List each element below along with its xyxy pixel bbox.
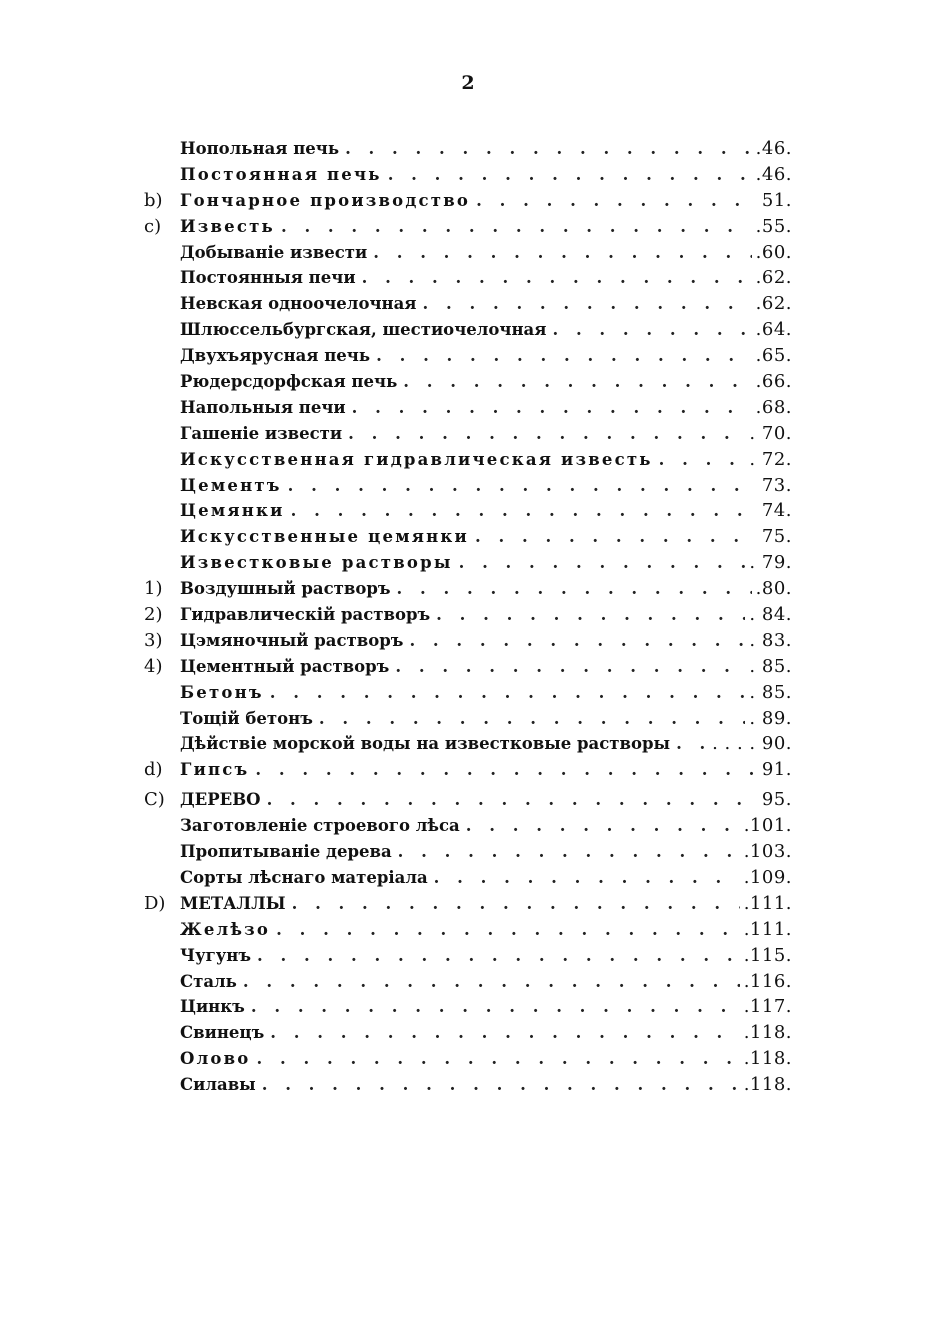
toc-entry: [144, 345, 792, 371]
dot-leader: [373, 243, 751, 262]
toc-entry: [144, 789, 792, 815]
dot-leader: [388, 165, 752, 184]
toc-entry-page: 75.: [761, 526, 792, 548]
toc-entry-title: Искусственная гидравлическая известь: [180, 449, 653, 469]
toc-entry-title: Пропитыванiе дерева: [180, 842, 392, 862]
toc-entry-title: Сталь: [180, 971, 237, 991]
toc-entry-page: .65.: [755, 345, 792, 367]
toc-entry-page: . 84.: [749, 604, 792, 626]
toc-entry-marker: d): [144, 759, 163, 781]
dot-leader: [292, 894, 740, 913]
toc-entry: [144, 945, 792, 971]
toc-entry: [144, 733, 792, 759]
toc-entry-title: Бетонъ: [180, 682, 264, 702]
toc-entry-marker: 2): [144, 604, 163, 626]
dot-leader: [376, 346, 752, 365]
toc-entry-title: Тощiй бетонъ: [180, 708, 313, 728]
toc-entry-title: Гипсъ: [180, 760, 250, 780]
toc-entry: [144, 397, 792, 423]
toc-entry-marker: C): [144, 789, 165, 811]
toc-entry-title: Заготовленiе строевого лѣса: [180, 816, 460, 836]
toc-entry: [144, 371, 792, 397]
toc-entry-marker: c): [144, 215, 162, 237]
toc-entry-marker: 1): [144, 578, 163, 600]
toc-entry-page: . 89.: [749, 707, 792, 729]
dot-leader: [291, 501, 758, 520]
dot-leader: [659, 450, 746, 469]
toc-entry-title: Дѣйствiе морской воды на известковые растворы: [180, 734, 671, 754]
toc-entry-page: .115.: [743, 944, 792, 966]
toc-entry: [144, 552, 792, 578]
toc-entry-title: Двухъярусная печь: [180, 346, 371, 366]
toc-entry-page: 95.: [761, 789, 792, 811]
toc-entry-page: .118.: [743, 1022, 792, 1044]
toc-entry-page: . 70.: [749, 422, 792, 444]
toc-entry-title: Шлюссельбургская, шестиочелочная: [180, 320, 547, 340]
toc-entry: [144, 604, 792, 630]
toc-entry-title: Цэмяночный растворъ: [180, 630, 404, 650]
dot-leader: [362, 268, 752, 287]
dot-leader: [436, 605, 745, 624]
toc-entry: [144, 759, 792, 785]
toc-entry: [144, 630, 792, 656]
toc-entry-title: Гашенiе извести: [180, 423, 343, 443]
toc-entry-page: .60.: [755, 241, 792, 263]
toc-entry-title: Олово: [180, 1049, 251, 1069]
dot-leader: [270, 1023, 739, 1042]
toc-entry: [144, 656, 792, 682]
toc-entry-title: ДЕРЕВО: [180, 790, 261, 810]
toc-entry: [144, 1022, 792, 1048]
toc-entry-title: Гончарное производство: [180, 190, 471, 210]
toc-entry-page: .55.: [755, 215, 792, 237]
dot-leader: [251, 997, 740, 1016]
toc-entry-title: Чугунъ: [180, 945, 252, 965]
toc-entry: [144, 996, 792, 1022]
toc-entry-title: Сорты лѣснаго матерiала: [180, 867, 428, 887]
toc-entry-page: .80.: [755, 578, 792, 600]
dot-leader: [398, 842, 740, 861]
toc-entry-page: .66.: [755, 371, 792, 393]
toc-entry: [144, 1048, 792, 1074]
toc-entry-page: .109.: [743, 866, 792, 888]
toc-entry-marker: 4): [144, 655, 163, 677]
toc-entry-page: .68.: [755, 396, 792, 418]
toc-entry-title: Цементъ: [180, 475, 282, 495]
toc-entry-title: Напольныя печи: [180, 397, 346, 417]
toc-entry: [144, 242, 792, 268]
dot-leader: [276, 920, 740, 939]
dot-leader: [257, 946, 740, 965]
toc-entry: [144, 1074, 792, 1100]
toc-entry-page: .118.: [743, 1074, 792, 1096]
toc-entry: [144, 475, 792, 501]
dot-leader: [459, 553, 746, 572]
dot-leader: [403, 372, 751, 391]
toc-entry: [144, 919, 792, 945]
dot-leader: [256, 1049, 739, 1068]
toc-entry-page: .118.: [743, 1048, 792, 1070]
dot-leader: [397, 579, 752, 598]
dot-leader: [466, 816, 740, 835]
toc-entry: [144, 164, 792, 190]
toc-entry: [144, 971, 792, 997]
dot-leader: [352, 398, 752, 417]
toc-entry-page: . 83.: [749, 629, 792, 651]
toc-entry-page: . . . . 90.: [712, 733, 792, 755]
toc-entry: [144, 293, 792, 319]
toc-entry-page: .62.: [755, 267, 792, 289]
dot-leader: [262, 1075, 740, 1094]
toc-entry: [144, 526, 792, 552]
toc-entry-title: Желѣзо: [180, 919, 271, 939]
toc-entry-title: Нопольная печь: [180, 139, 340, 158]
toc-entry: [144, 216, 792, 242]
toc-entry-page: .64.: [755, 319, 792, 341]
toc-entry: [144, 841, 792, 867]
toc-entry-marker: b): [144, 189, 163, 211]
dot-leader: [243, 972, 740, 991]
toc-entry: [144, 267, 792, 293]
toc-entry-page: .117.: [743, 996, 792, 1018]
toc-entry-title: Невская одноочелочная: [180, 294, 417, 314]
dot-leader: [676, 734, 708, 753]
dot-leader: [255, 760, 757, 779]
toc-entry: [144, 138, 792, 164]
dot-leader: [281, 217, 752, 236]
dot-leader: [476, 191, 758, 210]
toc-entry-page: .116.: [743, 970, 792, 992]
toc-entry-title: Свинецъ: [180, 1023, 265, 1043]
toc-entry: [144, 708, 792, 734]
dot-leader: [422, 294, 751, 313]
toc-entry-page: .62.: [755, 293, 792, 315]
toc-entry: [144, 815, 792, 841]
toc-entry-page: .46.: [755, 163, 792, 185]
toc-entry: [144, 190, 792, 216]
toc-entry-title: Цемянки: [180, 501, 285, 521]
toc-entry-title: Воздушный растворъ: [180, 579, 391, 599]
toc-entry-title: Рюдерсдорфская печь: [180, 372, 398, 392]
toc-entry-page: . 85.: [749, 681, 792, 703]
toc-entry: [144, 449, 792, 475]
toc-entry-page: . 85.: [749, 655, 792, 677]
toc-entry-title: Силавы: [180, 1075, 256, 1095]
toc-entry-page: 91.: [761, 759, 792, 781]
toc-entry-page: .101.: [743, 815, 792, 837]
toc-entry-page: .46.: [755, 138, 792, 159]
toc-entry-page: 74.: [761, 500, 792, 522]
toc-entry-page: . 72.: [749, 448, 792, 470]
toc-entry-marker: D): [144, 892, 166, 914]
toc-entry-title: Постоянная печь: [180, 164, 382, 184]
toc-entry: [144, 500, 792, 526]
dot-leader: [288, 476, 758, 495]
toc-entry-title: Цементный растворъ: [180, 656, 390, 676]
toc-entry-title: Гидравлическiй растворъ: [180, 605, 431, 625]
dot-leader: [345, 139, 752, 158]
toc-entry-page: 51.: [761, 189, 792, 211]
toc-entry: [144, 423, 792, 449]
dot-leader: [409, 631, 745, 650]
dot-leader: [552, 320, 751, 339]
dot-leader: [434, 868, 740, 887]
toc-entry-page: . 79.: [749, 552, 792, 574]
dot-leader: [267, 790, 758, 809]
toc-entry-title: Постоянныя печи: [180, 268, 356, 288]
toc-entry: [144, 893, 792, 919]
page-number: 2: [461, 72, 475, 94]
toc-entry-title: Добыванiе извести: [180, 242, 368, 262]
toc-entry-title: МЕТАЛЛЫ: [180, 893, 286, 913]
dot-leader: [475, 527, 758, 546]
toc-entry-title: Цинкъ: [180, 997, 245, 1017]
toc-entry-title: Известковые растворы: [180, 553, 453, 573]
dot-leader: [395, 657, 745, 676]
toc-entry: [144, 867, 792, 893]
toc-entry-title: Известь: [180, 216, 275, 236]
toc-entry-page: .111.: [743, 918, 792, 940]
dot-leader: [348, 424, 745, 443]
dot-leader: [270, 683, 746, 702]
toc-entry-marker: 3): [144, 629, 163, 651]
toc-entry: [144, 319, 792, 345]
toc-entry-page: 73.: [761, 474, 792, 496]
toc-entry-title: Искусственные цемянки: [180, 527, 469, 547]
toc-entry-page: .111.: [743, 892, 792, 914]
toc-entry-page: .103.: [743, 841, 792, 863]
dot-leader: [319, 709, 746, 728]
toc-entry: [144, 578, 792, 604]
table-of-contents: [144, 138, 792, 1100]
toc-entry: [144, 682, 792, 708]
